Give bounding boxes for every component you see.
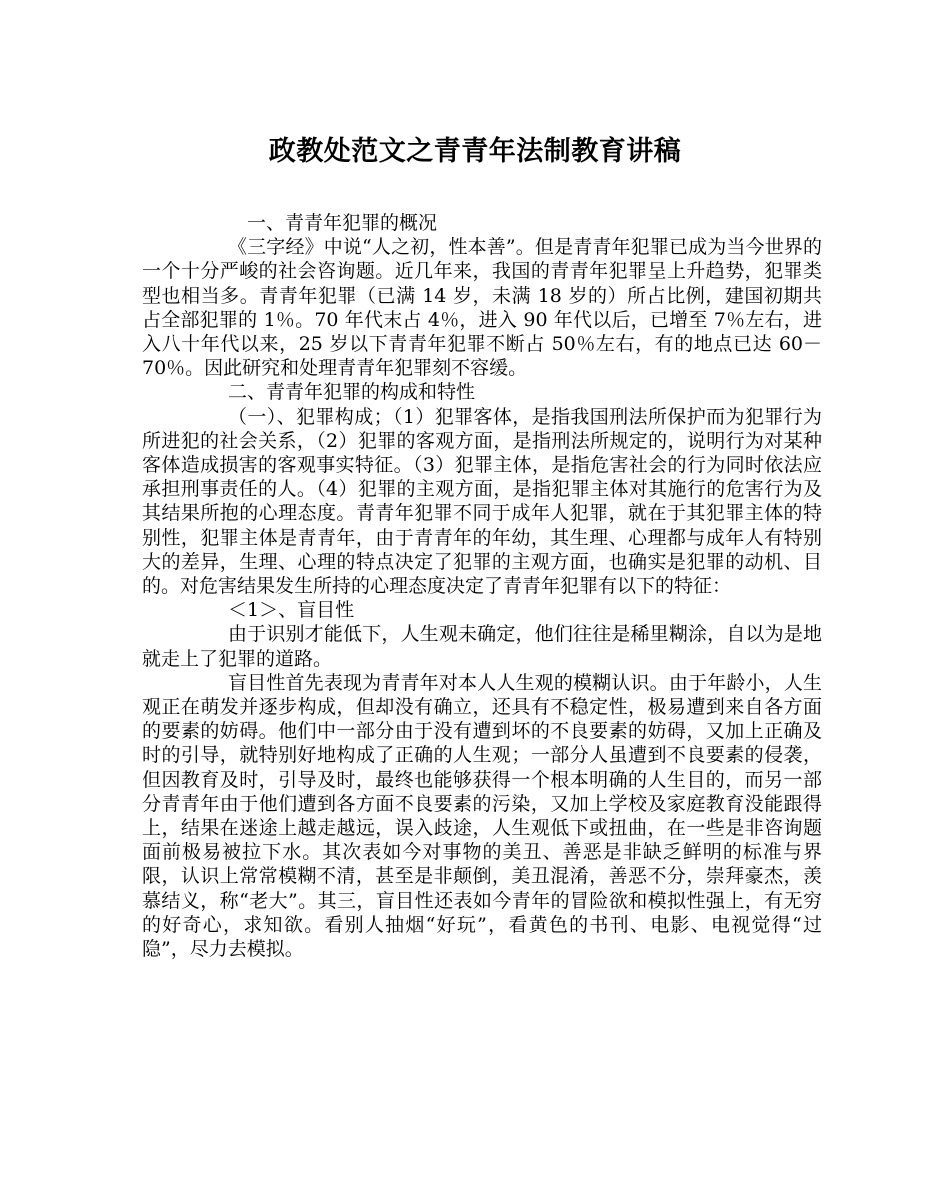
- page-title: 政教处范文之青青年法制教育讲稿: [268, 136, 682, 167]
- subsection-heading: ＜1＞、盲目性: [228, 599, 355, 622]
- paragraph: （一）、犯罪构成；（1）犯罪客体，是指我国刑法所保护而为犯罪行为所进犯的社会关系，（2）犯罪的客观方面，是指刑法所规定的，说明行为对某种客体造成损害的客观事实特征。（3）犯罪主体，是指危害社会的行为同时依法应承担刑事责任的人。（4）犯罪的主观方面，是指犯罪主体对其施行的危害行为及其结果所抱的心理态度。青青年犯罪不同于成年人犯罪，就在于其犯罪主体的特别性，犯罪主体是青青年，由于青青年的年幼，其生理、心理都与成年人有特别大的差异，生理、心理的特点决定了犯罪的主观方面，也确实是犯罪的动机、目的。对危害结果发生所持的心理态度决定了青青年犯罪有以下的特征：: [142, 405, 822, 598]
- paragraph: 《三字经》中说“人之初，性本善”。但是青青年犯罪已成为当今世界的一个十分严峻的社会咨询题。近几年来，我国的青青年犯罪呈上升趋势，犯罪类型也相当多。青青年犯罪（已满 14 岁，未满 18 岁的）所占比例，建国初期共占全部犯罪的 1％。70 年代末占 4％，进入 90 年代以后，已增至 7％左右，进入八十年代以来，25 岁以下青青年犯罪不断占 50％左右，有的地点已达 60－70％。因此研究和处理青青年犯罪刻不容缓。: [142, 236, 822, 380]
- paragraph: 由于识别才能低下，人生观未确定，他们往往是稀里糊涂，自以为是地就走上了犯罪的道路。: [142, 623, 822, 670]
- section-heading: 二、青青年犯罪的构成和特性: [228, 381, 476, 404]
- document-body: [142, 211, 822, 961]
- section-heading: 一、青青年犯罪的概况: [247, 212, 438, 234]
- paragraph: 盲目性首先表现为青青年对本人人生观的模糊认识。由于年龄小，人生观正在萌发并逐步构成，但却没有确立，还具有不稳定性，极易遭到来自各方面的要素的妨碍。他们中一部分由于没有遭到坏的不良要素的妨碍，又加上正确及时的引导，就特别好地构成了正确的人生观；一部分人虽遭到不良要素的侵袭，但因教育及时，引导及时，最终也能够获得一个根本明确的人生目的，而另一部分青青年由于他们遭到各方面不良要素的污染，又加上学校及家庭教育没能跟得上，结果在迷途上越走越远，误入歧途，人生观低下或扭曲，在一些是非咨询题面前极易被拉下水。其次表如今对事物的美丑、善恶是非缺乏鲜明的标准与界限，认识上常常模糊不清，甚至是非颠倒，美丑混淆，善恶不分，崇拜豪杰，羡慕结义，称“老大”。其三，盲目性还表如今青年的冒险欲和模拟性强上，有无穷的好奇心，求知欲。看别人抽烟“好玩”，看黄色的书刊、电影、电视觉得“过隐”，尽力去模拟。: [142, 671, 822, 961]
